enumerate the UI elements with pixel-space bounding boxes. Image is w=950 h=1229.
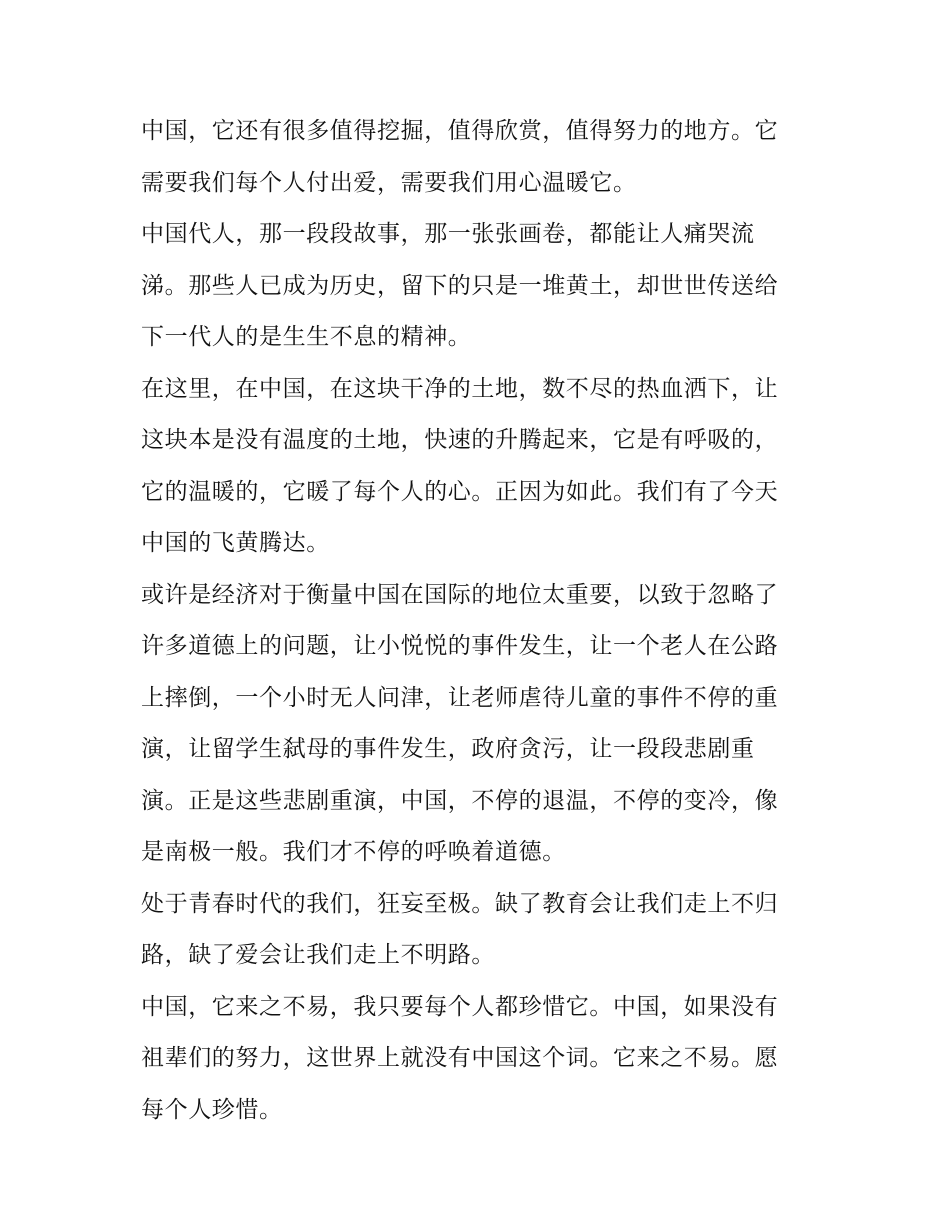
paragraph-line: 路，缺了爱会让我们走上不明路。 xyxy=(141,942,495,968)
paragraph-line: 是南极一般。我们才不停的呼唤着道德。 xyxy=(141,839,566,865)
paragraph-line: 需要我们每个人付出爱，需要我们用心温暖它。 xyxy=(141,169,637,196)
paragraph-1 xyxy=(141,106,813,209)
paragraph-4 xyxy=(141,570,813,879)
paragraph-3 xyxy=(141,364,813,570)
paragraph-5 xyxy=(141,879,813,982)
paragraph-line: 这块本是没有温度的土地，快速的升腾起来，它是有呼吸的， xyxy=(141,427,779,453)
paragraph-line: 在这里，在中国，在这块干净的土地，数不尽的热血洒下，让 xyxy=(141,375,779,402)
paragraph-line: 或许是经济对于衡量中国在国际的地位太重要，以致于忽略了 xyxy=(141,581,779,608)
paragraph-line: 中国代人，那一段段故事，那一张张画卷，都能让人痛哭流 xyxy=(141,221,755,247)
paragraph-line: 中国，它还有很多值得挖掘，值得欣赏，值得努力的地方。它 xyxy=(141,118,779,144)
paragraph-line: 祖辈们的努力，这世界上就没有中国这个词。它来之不易。愿 xyxy=(141,1045,779,1071)
paragraph-line: 涕。那些人已成为历史，留下的只是一堆黄土，却世世传送给 xyxy=(141,272,779,299)
document-body xyxy=(141,106,813,1136)
paragraph-2 xyxy=(141,209,813,364)
paragraph-line: 中国，它来之不易，我只要每个人都珍惜它。中国，如果没有 xyxy=(141,993,779,1020)
paragraph-line: 下一代人的是生生不息的精神。 xyxy=(141,324,472,350)
paragraph-line: 每个人珍惜。 xyxy=(141,1096,283,1123)
paragraph-line: 中国的飞黄腾达。 xyxy=(141,530,330,556)
paragraph-6 xyxy=(141,982,813,1137)
paragraph-line: 它的温暖的，它暖了每个人的心。正因为如此。我们有了今天 xyxy=(141,478,779,505)
paragraph-line: 处于青春时代的我们，狂妄至极。缺了教育会让我们走上不归 xyxy=(141,890,779,917)
paragraph-line: 许多道德上的问题，让小悦悦的事件发生，让一个老人在公路 xyxy=(141,633,779,659)
paragraph-line: 演，让留学生弑母的事件发生，政府贪污，让一段段悲剧重 xyxy=(141,736,755,762)
paragraph-line: 演。正是这些悲剧重演，中国，不停的退温，不停的变冷，像 xyxy=(141,787,779,814)
paragraph-line: 上摔倒，一个小时无人问津，让老师虐待儿童的事件不停的重 xyxy=(141,684,779,711)
